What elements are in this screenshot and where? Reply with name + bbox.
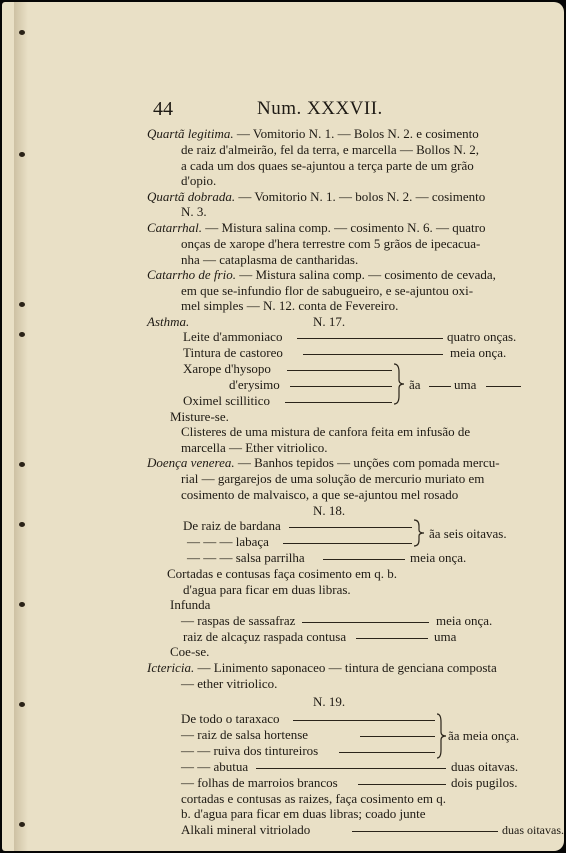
text-line: rial — gargarejos de uma solução de mercurio muriato em (181, 471, 485, 486)
page-title: Num. XXXVII. (257, 98, 383, 119)
page-number: 44 (153, 98, 173, 120)
entry-name: Quartã legitima. (147, 126, 234, 141)
leader-line (293, 720, 435, 721)
text-line: b. d'agua para ficar em duas libras; coado junte (181, 806, 426, 821)
leader-line (303, 354, 443, 355)
text-line: N. 3. (181, 204, 207, 219)
text-line: onças de xarope d'hera terrestre com 5 grãos de ipecacua- (181, 236, 481, 251)
ingredient: d'erysimo (229, 377, 280, 392)
leader-line (360, 736, 435, 737)
quantity: uma (454, 377, 477, 392)
ingredient: De raiz de bardana (183, 518, 281, 533)
instruction: Coe-se. (170, 644, 210, 659)
entry-doenca-venerea (147, 455, 500, 471)
entry-text: — Mistura salina comp. — cosimento N. 6. — quatro (205, 220, 486, 235)
prescription-number: N. 17. (313, 314, 346, 329)
page-header (0, 98, 566, 128)
leader-line (358, 784, 446, 785)
text-line: cortadas e contusas as raizes, faça cosimento em q. (181, 791, 446, 806)
text-line: d'opio. (181, 173, 217, 188)
leader-line (339, 752, 435, 753)
quantity: meia onça. (450, 345, 507, 360)
ingredient: — raspas de sassafraz (181, 613, 296, 628)
ingredient: — — — salsa parrilha (187, 550, 305, 565)
quantity: meia onça. (436, 613, 493, 628)
brace-icon (392, 362, 406, 406)
entry-catarrhal (147, 220, 485, 236)
text-line: em que se-infundio flor de sabugueiro, e se-ajuntou oxi- (181, 283, 474, 298)
text-line: mel simples — N. 12. conta de Fevereiro. (181, 298, 399, 313)
text-line: de raiz d'almeirão, fel da terra, e marcella — Bollos N. 2, (181, 142, 479, 157)
ingredient: — — abutua (181, 759, 249, 774)
quantity: uma (434, 629, 457, 644)
text-line: Clisteres de uma mistura de canfora feita em infusão de (181, 424, 471, 439)
entry-asthma: Asthma. (147, 314, 190, 329)
quantity: meia onça. (410, 550, 467, 565)
entry-quarta-dobrada (147, 189, 485, 205)
ingredient: — — — labaça (187, 534, 269, 549)
leader-line (290, 386, 392, 387)
quantity: ãa meia onça. (448, 728, 520, 743)
entry-name: Ictericia. (147, 660, 195, 675)
quantity: ãa seis oitavas. (429, 526, 507, 541)
leader-line (352, 831, 498, 832)
ingredient: Alkali mineral vitriolado (181, 822, 311, 837)
ana-label: ãa (409, 377, 421, 392)
text-line: Cortadas e contusas faça cosimento em q. b. (167, 566, 397, 581)
entry-ictericia (147, 660, 497, 676)
leader-line (285, 402, 392, 403)
ingredient: Leite d'ammoniaco (183, 329, 283, 344)
text-line: cosimento de malvaisco, a que se-ajuntou mel rosado (181, 487, 459, 502)
ingredient: Xarope d'hysopo (183, 361, 271, 376)
leader-line (429, 386, 451, 387)
entry-text: — Linimento saponaceo — tintura de genciana composta (197, 660, 497, 675)
leader-line (486, 386, 521, 387)
entry-catarrho-de-frio (147, 267, 496, 283)
ingredient: — raiz de salsa hortense (181, 727, 309, 742)
quantity: quatro onças. (447, 329, 517, 344)
instruction: Misture-se. (170, 409, 229, 424)
text-line: marcella — Ether vitriolico. (181, 440, 328, 455)
leader-line (256, 768, 446, 769)
entry-quarta-legitima (147, 126, 479, 142)
entry-name: Catarrhal. (147, 220, 203, 235)
text-line: d'agua para ficar em duas libras. (183, 582, 351, 597)
ingredient: raiz de alcaçuz raspada contusa (183, 629, 347, 644)
entry-name: Catarrho de frio. (147, 267, 236, 282)
ingredient: Oximel scillitico (183, 393, 271, 408)
leader-line (356, 638, 428, 639)
entry-text: — Banhos tepidos — unções com pomada mercu- (237, 455, 500, 470)
prescription-number: N. 19. (313, 694, 346, 709)
leader-line (302, 622, 429, 623)
entry-text: — Vomitorio N. 1. — bolos N. 2. — cosimento (238, 189, 486, 204)
quantity: duas oitavas. (451, 759, 519, 774)
entry-text: — Vomitorio N. 1. — Bolos N. 2. e cosimento (236, 126, 479, 141)
text-line: nha — cataplasma de cantharidas. (181, 252, 359, 267)
brace-icon (436, 712, 448, 760)
entry-text: — Mistura salina comp. — cosimento de cevada, (239, 267, 496, 282)
text-line: — ether vitriolico. (181, 676, 278, 691)
prescription-number: N. 18. (313, 503, 346, 518)
entry-name: Quartã dobrada. (147, 189, 236, 204)
leader-line (323, 559, 405, 560)
ingredient: — folhas de marroios brancos (181, 775, 338, 790)
leader-line (297, 338, 443, 339)
text-line: Infunda (170, 597, 211, 612)
text-line: a cada um dos quaes se-ajuntou a terça parte de um grão (181, 158, 474, 173)
quantity: duas oitavas. (502, 823, 564, 837)
quantity: dois pugilos. (451, 775, 518, 790)
ingredient: De todo o taraxaco (181, 711, 280, 726)
leader-line (289, 527, 412, 528)
brace-icon (412, 518, 426, 548)
ingredient: — — ruiva dos tintureiros (181, 743, 319, 758)
page-fold-shadow (14, 2, 28, 851)
leader-line (287, 370, 392, 371)
ingredient: Tintura de castoreo (183, 345, 283, 360)
leader-line (283, 543, 412, 544)
entry-name: Doença venerea. (147, 455, 235, 470)
